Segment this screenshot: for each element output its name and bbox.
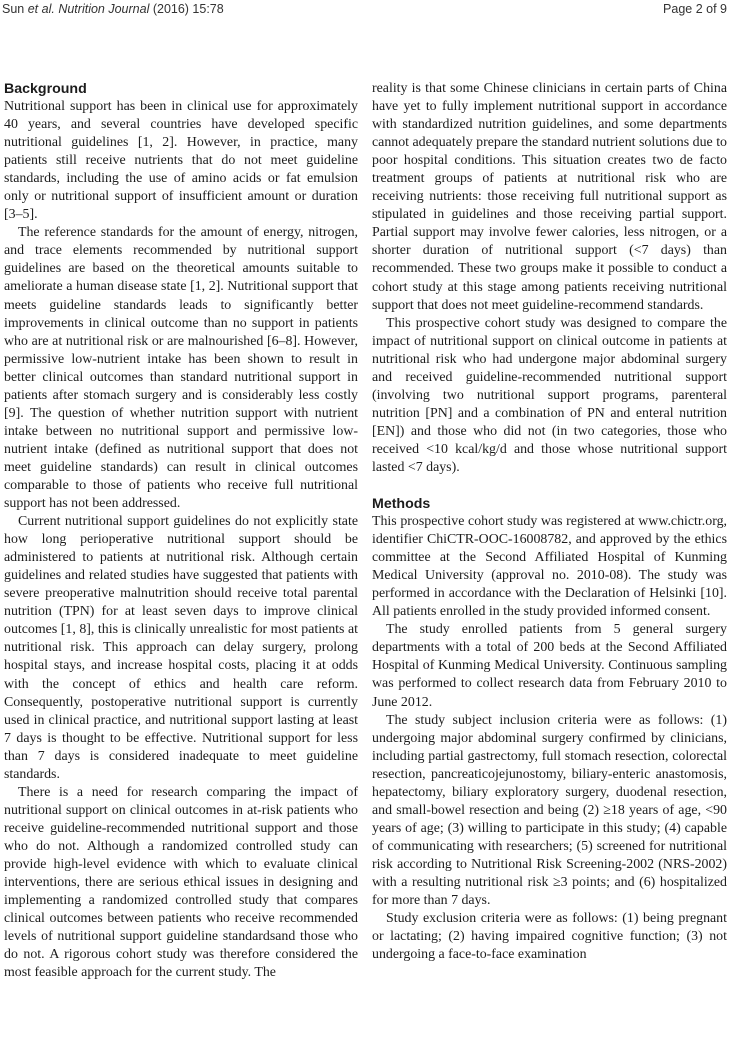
left-column (4, 80, 358, 982)
methods-paragraph-1: This prospective cohort study was registered at www.chictr.org, identifier ChiCTR-OOC-16008782, and approved by the ethics committee at the Second Affiliated Hospital of Kunming Medical University (approval no. 2010-08). The study was performed in accordance with the Declaration of Helsinki [10]. All patients enrolled in the study provided informed consent. (372, 514, 727, 620)
journal-name: Nutrition Journal (58, 2, 150, 16)
background-continued-paragraph: reality is that some Chinese clinicians in certain parts of China have yet to fully implement nutritional support in accordance with standardized nutrition guidelines, and some departments cannot adequately prepare the standard nutrient solutions due to poor hospital conditions. This situation creates two de facto treatment groups of patients at nutritional risk who are receiving nutrients: those receiving full nutritional support as stipulated in guidelines and those receiving partial support. Partial support may involve fewer calories, less nitrogen, or a shorter duration of nutritional support (<7 days) than recommended. These two groups make it possible to conduct a cohort study at this stage among patients receiving nutritional support that does not meet guideline-recommend standards. (372, 81, 727, 313)
background-heading: Background (4, 81, 87, 97)
right-column (372, 80, 727, 964)
citation-line (2, 2, 224, 16)
methods-heading: Methods (372, 496, 431, 513)
page-number: Page 2 of 9 (663, 2, 727, 16)
methods-paragraph-2: The study enrolled patients from 5 general surgery departments with a total of 200 beds at the Second Affiliated Hospital of Kunming Medical University. Continuous sampling was performed to collect research data from February 2010 to June 2012. (372, 622, 727, 710)
citation-volume: (2016) 15:78 (152, 2, 224, 16)
background-paragraph-4: There is a need for research comparing the impact of nutritional support on clinical outcomes in at-risk patients who receive guideline-recommended nutritional support and those who do not. Although a randomized controlled study can provide high-level evidence with which to evaluate clinical interventions, there are serious ethical issues in designing and implementing a randomized controlled study that compares clinical outcomes between patients who receive recommended levels of nutritional support guideline standardsand those who do not. A rigorous cohort study was therefore considered the most feasible approach for the current study. The (4, 784, 358, 981)
running-head (0, 0, 731, 22)
study-aim-paragraph: This prospective cohort study was designed to compare the impact of nutritional support on clinical outcome in patients at nutritional risk who had undergone major abdominal surgery and received guideline-recommended nutritional support (involving two nutritional support programs, parenteral nutrition [PN] and a combination of PN and enteral nutrition [EN]) and those who did not (in two categories, those who received <10 kcal/kg/d and those whose nutritional support lasted <7 days). (372, 315, 727, 475)
exclusion-criteria-paragraph: Study exclusion criteria were as follows: (1) being pregnant or lactating; (2) having impaired cognitive function; (3) not undergoing a face-to-face examination (372, 911, 727, 963)
inclusion-criteria-paragraph: The study subject inclusion criteria were as follows: (1) undergoing major abdominal surgery confirmed by clinicians, including partial gastrectomy, full stomach resection, colorectal resection, pancreaticojejunostomy, biliary-enteric anastomosis, hepatectomy, biliary exploratory surgery, duodenal resection, and small-bowel resection and being (2) ≥18 years of age, <90 years of age; (3) willing to participate in this study; (4) capable of communicating with researchers; (5) screened for nutritional risk according to Nutritional Risk Screening-2002 (NRS-2002) with a resulting nutritional risk ≥3 points; and (6) hospitalized for more than 7 days. (372, 712, 727, 909)
authors: Sun (2, 2, 25, 16)
et-al: et al. (27, 2, 55, 16)
background-paragraph-3: Current nutritional support guidelines do not explicitly state how long perioperative nutritional support should be administered to patients at nutritional risk. Although certain guidelines and related studies have suggested that patients with severe preoperative malnutrition should receive total parental nutrition (TPN) for at least seven days to improve clinical outcomes [1, 8], this is clinically unrealistic for most patients at nutritional risk. This approach can delay surgery, prolong hospital stays, and increase hospital costs, placing it at odds with the concept of ethics and health care reform. Consequently, postoperative nutritional support is currently used in clinical practice, and nutritional support lasting at least 7 days is thought to be effective. Nutritional support for less than 7 days is considered inadequate to meet guideline standards. (4, 514, 358, 782)
background-paragraph-1: Nutritional support has been in clinical use for approximately 40 years, and several countries have developed specific nutritional guidelines [1, 2]. However, in practice, many patients still receive nutrients that do not meet guideline standards, including the use of amino acids or fat emulsion only or nutritional support of insufficient amount or duration [3–5]. (4, 99, 358, 223)
background-paragraph-2: The reference standards for the amount of energy, nitrogen, and trace elements recommended by nutritional support guidelines are based on the theoretical amounts suitable to ameliorate a human disease state [1, 2]. Nutritional support that meets guideline standards leads to significantly better improvements in clinical outcome than no support in patients who are at nutritional risk or are malnourished [6–8]. However, permissive low-nutrient intake has been shown to result in better clinical outcomes than standard nutritional support in patients after stomach surgery and is considerably less costly [9]. The question of whether nutrition support with nutrient intake between no nutritional support and permissive low-nutrient intake (defined as nutritional support that does not meet guideline standards) can result in clinical outcomes comparable to those of patients who receive full nutritional support has not been addressed. (4, 225, 358, 512)
